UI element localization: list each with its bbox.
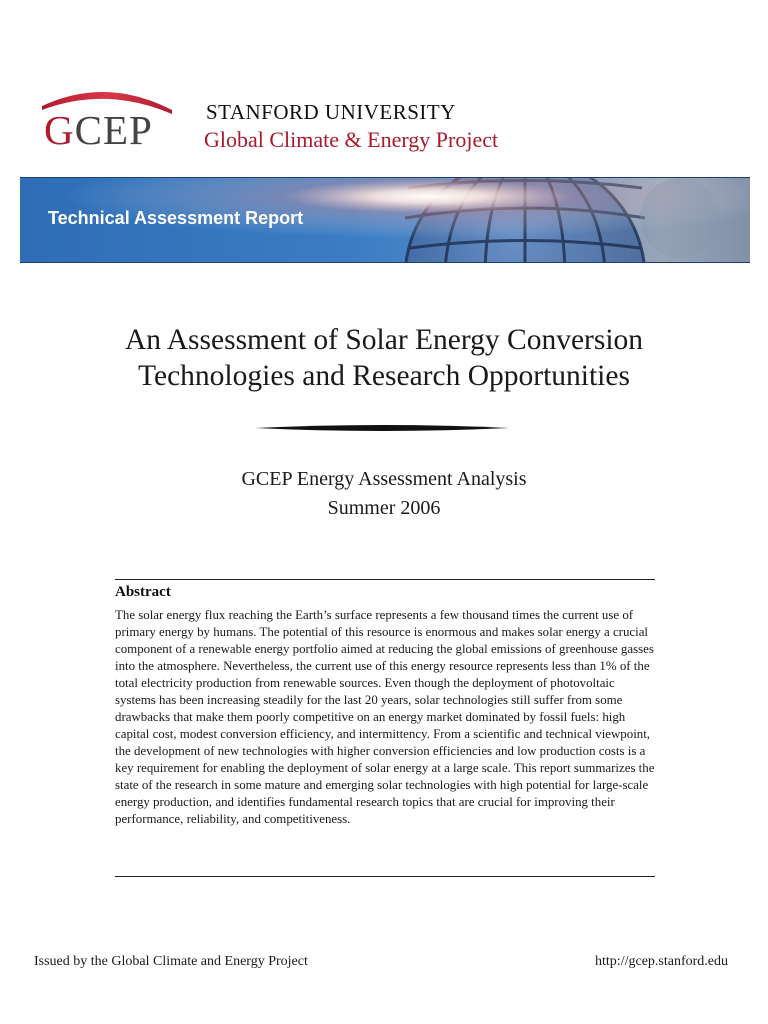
- title-divider: [255, 422, 510, 434]
- abstract-top-rule: [115, 579, 655, 580]
- report-banner: [20, 177, 750, 263]
- gcep-logo: [40, 80, 175, 156]
- logo-letter-g: G: [44, 107, 75, 153]
- subtitle-line-2: Summer 2006: [327, 497, 441, 519]
- title-line-1: An Assessment of Solar Energy Conversion: [124, 324, 644, 356]
- document-subtitle: [40, 465, 728, 523]
- document-title: [40, 322, 728, 394]
- title-line-2: Technologies and Research Opportunities: [138, 360, 630, 392]
- university-name: STANFORD UNIVERSITY: [206, 100, 456, 124]
- logo-letters-cep: CEP: [74, 107, 153, 153]
- abstract-heading: Abstract: [115, 584, 171, 600]
- footer-url-link[interactable]: http://gcep.stanford.edu: [595, 954, 728, 969]
- subtitle-line-1: GCEP Energy Assessment Analysis: [241, 468, 527, 490]
- footer-issued-by: Issued by the Global Climate and Energy Project: [34, 954, 308, 969]
- project-name: Global Climate & Energy Project: [204, 127, 499, 152]
- abstract-body: The solar energy flux reaching the Earth’s surface represents a few thousand times the current use of primary energy by humans. The potential of this resource is enormous and makes solar energy a crucial component of a renewable energy portfolio aimed at reducing the global emissions of greenhouse gasses into the atmosphere. Nevertheless, the current use of this energy resource represents less than 1% of the total electricity production from renewable sources. Even though the deployment of photovoltaic systems has been increasing steadily for the last 20 years, solar technologies still suffer from some drawbacks that make them poorly competitive on an energy market dominated by fossil fuels: high capital cost, modest conversion efficiency, and intermittency. From a scientific and technical viewpoint, the development of new technologies with higher conversion efficiencies and low production costs is a key requirement for enabling the deployment of solar energy at a large scale. This report summarizes the state of the research in some mature and emerging solar technologies with high potential for large-scale energy production, and identifies fundamental research topics that are crucial for improving their performance, reliability, and competitiveness.: [115, 608, 655, 826]
- logo-wordmark: [44, 107, 153, 153]
- banner-label: Technical Assessment Report: [48, 208, 304, 228]
- abstract-bottom-rule: [115, 876, 655, 877]
